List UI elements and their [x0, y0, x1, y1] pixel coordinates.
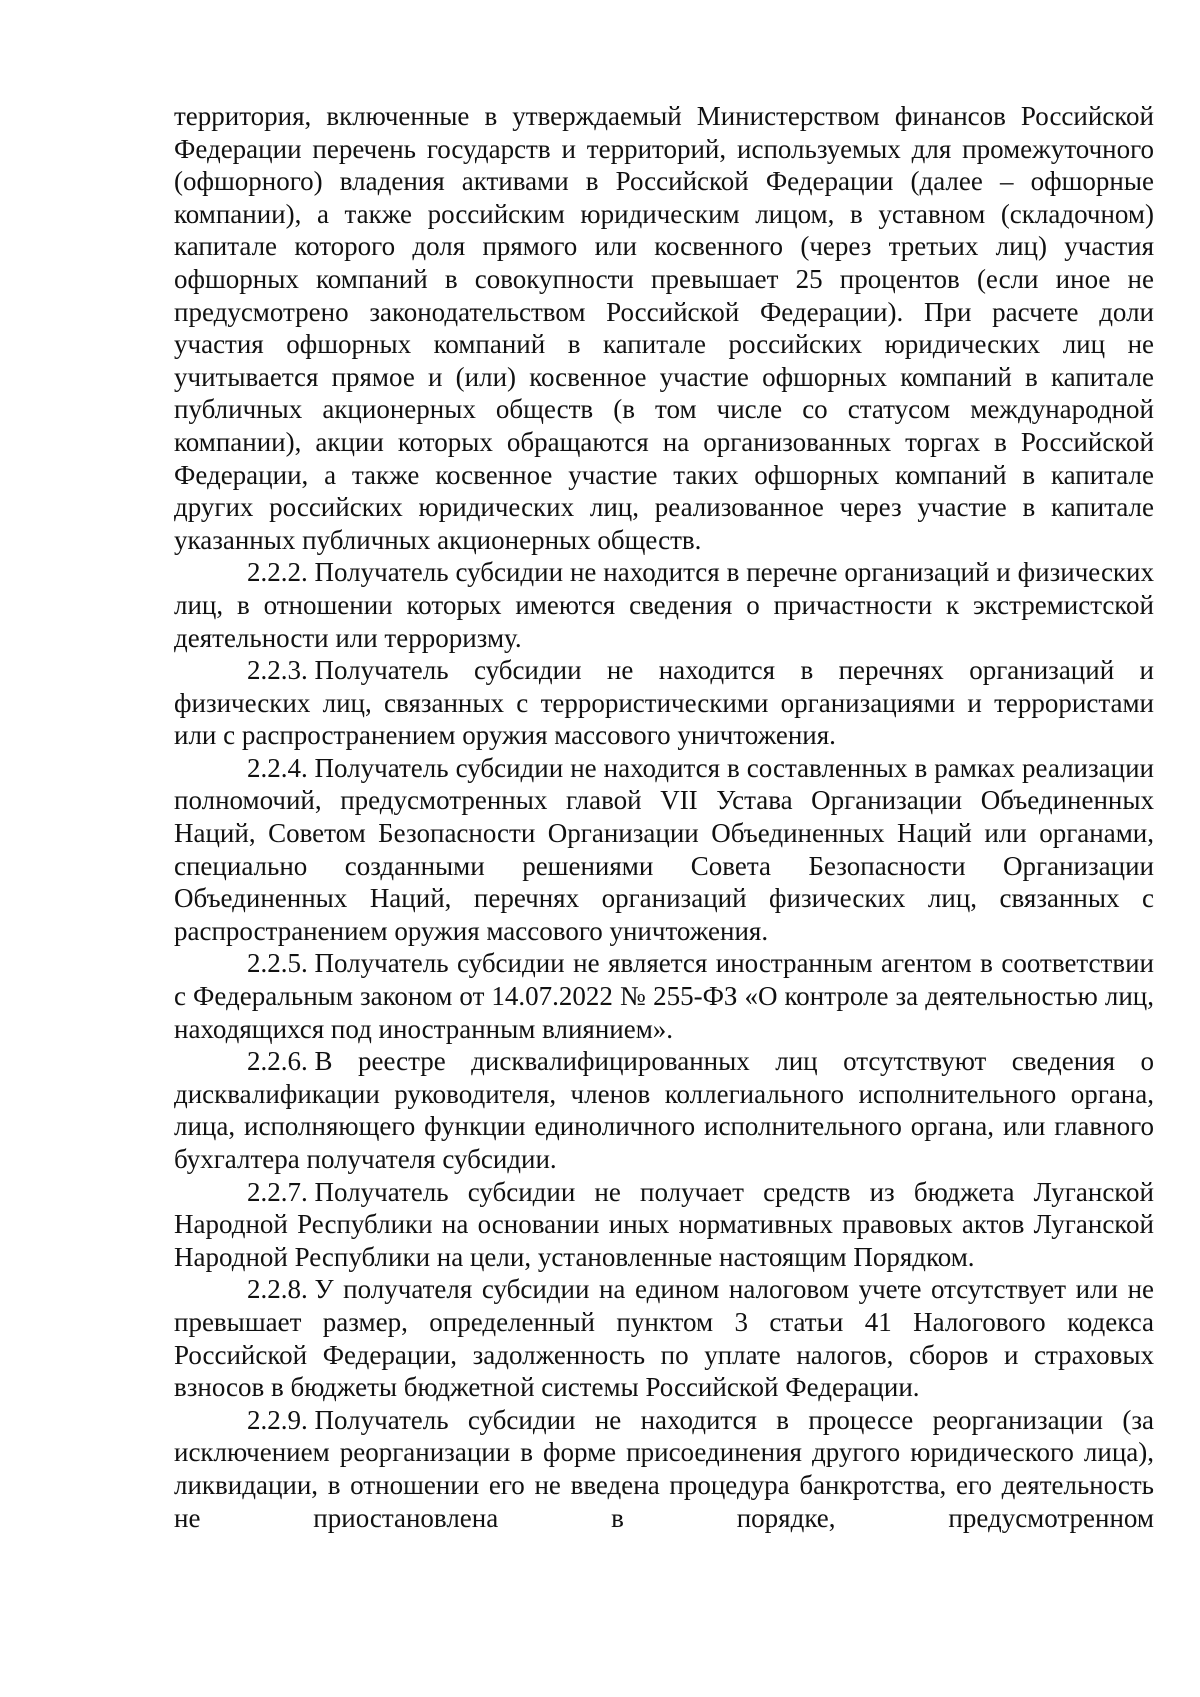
paragraph-2-2-4: [174, 752, 1154, 948]
paragraph-continuation: [174, 100, 1154, 556]
paragraph-2-2-6: [174, 1045, 1154, 1175]
paragraph-text: Получатель субсидии не находится в составленных в рамках реализации полномочий, предусмотренных главой VII Устава Организации Объединенных Наций, Советом Безопасности Организации Объединенных Наций или органами, специально созданными решениями Совета Безопасности Организации Объединенных Наций, перечнях организаций физических лиц, связанных с распространением оружия массового уничтожения.: [174, 752, 1154, 946]
paragraph-text: Получатель субсидии не находится в перечнях организаций и физических лиц, связанных с террористическими организациями и террористами или с распространением оружия массового уничтожения.: [174, 655, 1154, 751]
paragraph-2-2-7: [174, 1176, 1154, 1274]
paragraph-number: 2.2.2.: [247, 557, 308, 588]
paragraph-number: 2.2.7.: [247, 1176, 308, 1207]
paragraph-text: Получатель субсидии не является иностранным агентом в соответствии с Федеральным законом от 14.07.2022 № 255-ФЗ «О контроле за деятельностью лиц, находящихся под иностранным влиянием».: [174, 948, 1154, 1044]
paragraph-2-2-2: [174, 556, 1154, 654]
paragraph-text: Получатель субсидии не находится в процессе реорганизации (за исключением реорганизации в форме присоединения другого юридического лица), ликвидации, в отношении его не введена процедура банкротства, его деятельность не приостановлена в порядке, предусмотренном: [174, 1404, 1154, 1533]
paragraph-text: У получателя субсидии на едином налоговом учете отсутствует или не превышает размер, определенный пунктом 3 статьи 41 Налогового кодекса Российской Федерации, задолженность по уплате налогов, сборов и страховых взносов в бюджеты бюджетной системы Российской Федерации.: [174, 1274, 1154, 1403]
paragraph-2-2-5: [174, 947, 1154, 1045]
paragraph-2-2-8: [174, 1273, 1154, 1403]
paragraph-number: 2.2.3.: [247, 655, 308, 686]
paragraph-2-2-3: [174, 654, 1154, 752]
paragraph-number: 2.2.9.: [247, 1404, 308, 1435]
paragraph-2-2-9: [174, 1404, 1154, 1534]
paragraph-number: 2.2.4.: [247, 752, 308, 783]
paragraph-number: 2.2.6.: [247, 1046, 308, 1077]
paragraph-text: территория, включенные в утверждаемый Министерством финансов Российской Федерации перечень государств и территорий, используемых для промежуточного (офшорного) владения активами в Российской Федерации (далее – офшорные компании), а также российским юридическим лицом, в уставном (складочном) капитале которого доля прямого или косвенного (через третьих лиц) участия офшорных компаний в совокупности превышает 25 процентов (если иное не предусмотрено законодательством Российской Федерации). При расчете доли участия офшорных компаний в капитале российских юридических лиц не учитывается прямое и (или) косвенное участие офшорных компаний в капитале публичных акционерных обществ (в том числе со статусом международной компании), акции которых обращаются на организованных торгах в Российской Федерации, а также косвенное участие таких офшорных компаний в капитале других российских юридических лиц, реализованное через участие в капитале указанных публичных акционерных обществ.: [174, 101, 1154, 555]
paragraph-text: Получатель субсидии не находится в перечне организаций и физических лиц, в отношении которых имеются сведения о причастности к экстремистской деятельности или терроризму.: [174, 557, 1154, 653]
paragraph-number: 2.2.8.: [247, 1274, 308, 1305]
paragraph-text: В реестре дисквалифицированных лиц отсутствуют сведения о дисквалификации руководителя, членов коллегиального исполнительного органа, лица, исполняющего функции единоличного исполнительного органа, или главного бухгалтера получателя субсидии.: [174, 1046, 1154, 1174]
paragraph-text: Получатель субсидии не получает средств из бюджета Луганской Народной Республики на основании иных нормативных правовых актов Луганской Народной Республики на цели, установленные настоящим Порядком.: [174, 1176, 1154, 1272]
paragraph-number: 2.2.5.: [247, 948, 308, 979]
document-body: [174, 100, 1154, 1534]
